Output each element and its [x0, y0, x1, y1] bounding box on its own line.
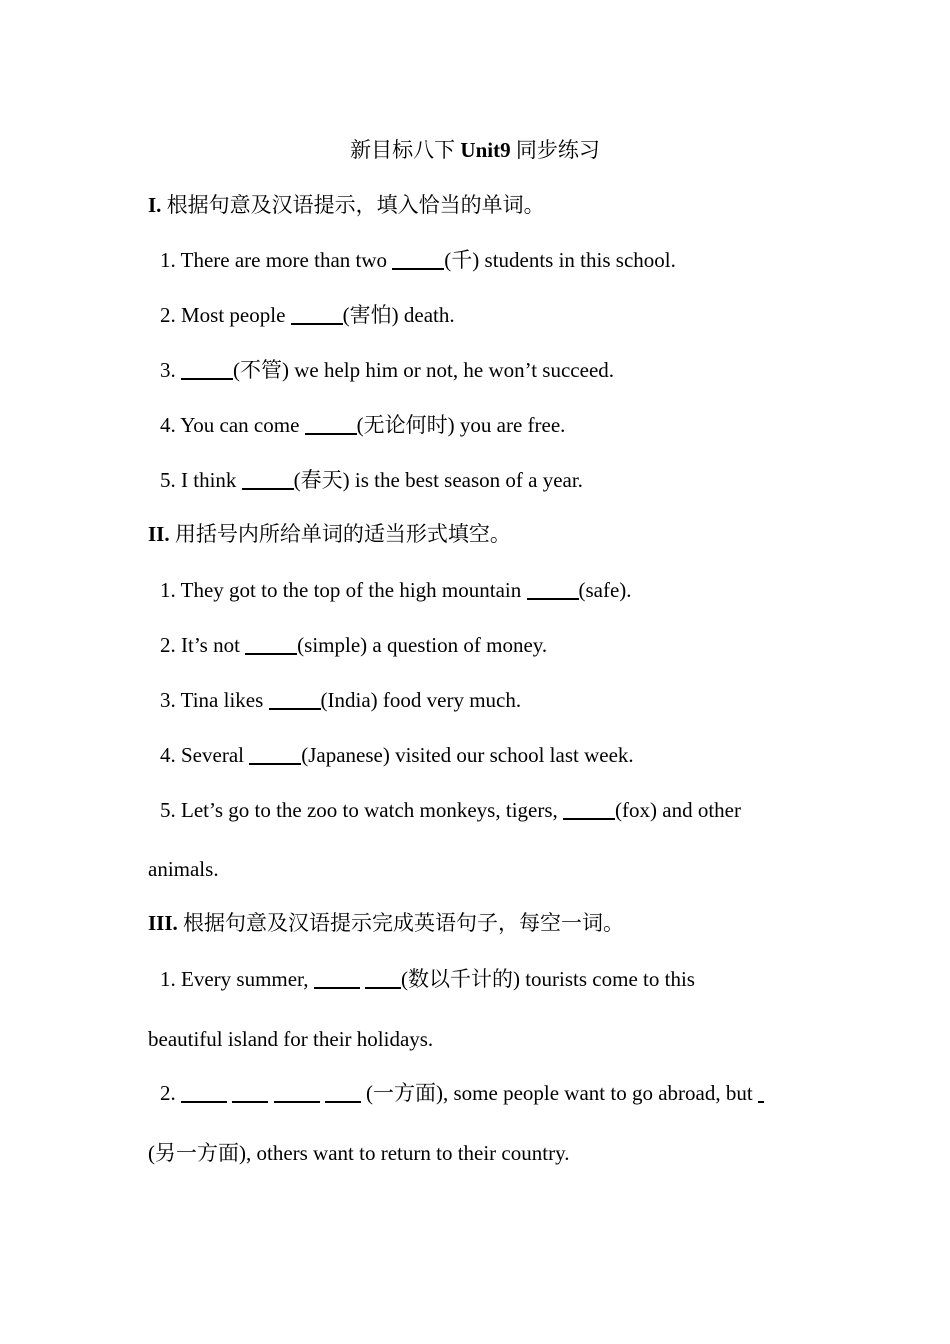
exercise-item [160, 966, 695, 992]
exercise-item [160, 742, 634, 768]
exercise-item [160, 797, 741, 823]
answer-blank[interactable] [325, 1083, 361, 1103]
item-text-post: (害怕) death. [342, 303, 455, 327]
exercise-item [160, 412, 565, 438]
item-text-pre: 1. Every summer, [160, 967, 314, 991]
item-text-pre: 2. [160, 1081, 181, 1105]
exercise-item [160, 357, 614, 383]
page-title [0, 137, 950, 163]
item-text-pre: 5. Let’s go to the zoo to watch monkeys, tigers, [160, 798, 564, 822]
answer-blank[interactable] [291, 305, 343, 325]
item-text-pre: 2. Most people [160, 303, 291, 327]
title-prefix: 新目标八下 [350, 138, 461, 162]
item-text-pre: 1. There are more than two [160, 248, 393, 272]
exercise-item [160, 1080, 764, 1106]
answer-blank[interactable] [249, 745, 301, 765]
item-continuation: beautiful island for their holidays. [148, 1027, 434, 1051]
item-text-post: (India) food very much. [320, 688, 522, 712]
section-number: II. [148, 522, 170, 546]
item-text-post: (Japanese) visited our school last week. [301, 743, 634, 767]
answer-blank[interactable] [365, 969, 401, 989]
exercise-item [160, 577, 632, 603]
answer-blank[interactable] [758, 1083, 764, 1103]
answer-blank[interactable] [274, 1083, 320, 1103]
answer-blank[interactable] [181, 360, 233, 380]
item-text-pre: 2. It’s not [160, 633, 246, 657]
item-text-post: (simple) a question of money. [297, 633, 548, 657]
answer-blank[interactable] [563, 800, 615, 820]
section-heading-text: 根据句意及汉语提示，填入恰当的单词。 [161, 193, 545, 217]
item-text-post: (fox) and other [615, 798, 741, 822]
section-heading-text: 根据句意及汉语提示完成英语句子，每空一词。 [177, 911, 625, 935]
item-text-post: (safe). [578, 578, 632, 602]
exercise-item [160, 247, 676, 273]
item-text-post: (千) students in this school. [444, 248, 676, 272]
item-text-post: (不管) we help him or not, he won’t succeed. [233, 358, 615, 382]
item-text-pre: 3. [160, 358, 181, 382]
answer-blank[interactable] [181, 1083, 227, 1103]
item-text-pre: 4. Several [160, 743, 250, 767]
exercise-item [160, 302, 455, 328]
answer-blank[interactable] [269, 690, 321, 710]
section-1-heading [148, 192, 545, 218]
exercise-item [160, 467, 583, 493]
section-2-heading [148, 521, 511, 547]
item-text-post: (数以千计的) tourists come to this [400, 967, 695, 991]
answer-blank[interactable] [245, 635, 297, 655]
answer-blank[interactable] [314, 969, 360, 989]
title-suffix: 同步练习 [510, 138, 600, 162]
item-text-post: (春天) is the best season of a year. [293, 468, 583, 492]
title-unit: Unit9 [460, 138, 511, 162]
item-text-mid: (一方面), some people want to go abroad, but [360, 1081, 758, 1105]
exercise-item [160, 687, 521, 713]
item-continuation: animals. [148, 857, 219, 881]
section-number: III. [148, 911, 178, 935]
section-heading-text: 用括号内所给单词的适当形式填空。 [169, 522, 511, 546]
answer-blank[interactable] [232, 1083, 268, 1103]
section-3-heading [148, 910, 624, 936]
item-text-post: (无论何时) you are free. [356, 413, 566, 437]
item-continuation: (另一方面), others want to return to their country. [148, 1141, 570, 1165]
answer-blank[interactable] [242, 470, 294, 490]
item-text-pre: 4. You can come [160, 413, 305, 437]
section-number: I. [148, 193, 162, 217]
item-text-pre: 1. They got to the top of the high mountain [160, 578, 527, 602]
answer-blank[interactable] [305, 415, 357, 435]
exercise-item [160, 632, 547, 658]
item-text-pre: 3. Tina likes [160, 688, 269, 712]
answer-blank[interactable] [392, 250, 444, 270]
answer-blank[interactable] [527, 580, 579, 600]
item-text-pre: 5. I think [160, 468, 242, 492]
